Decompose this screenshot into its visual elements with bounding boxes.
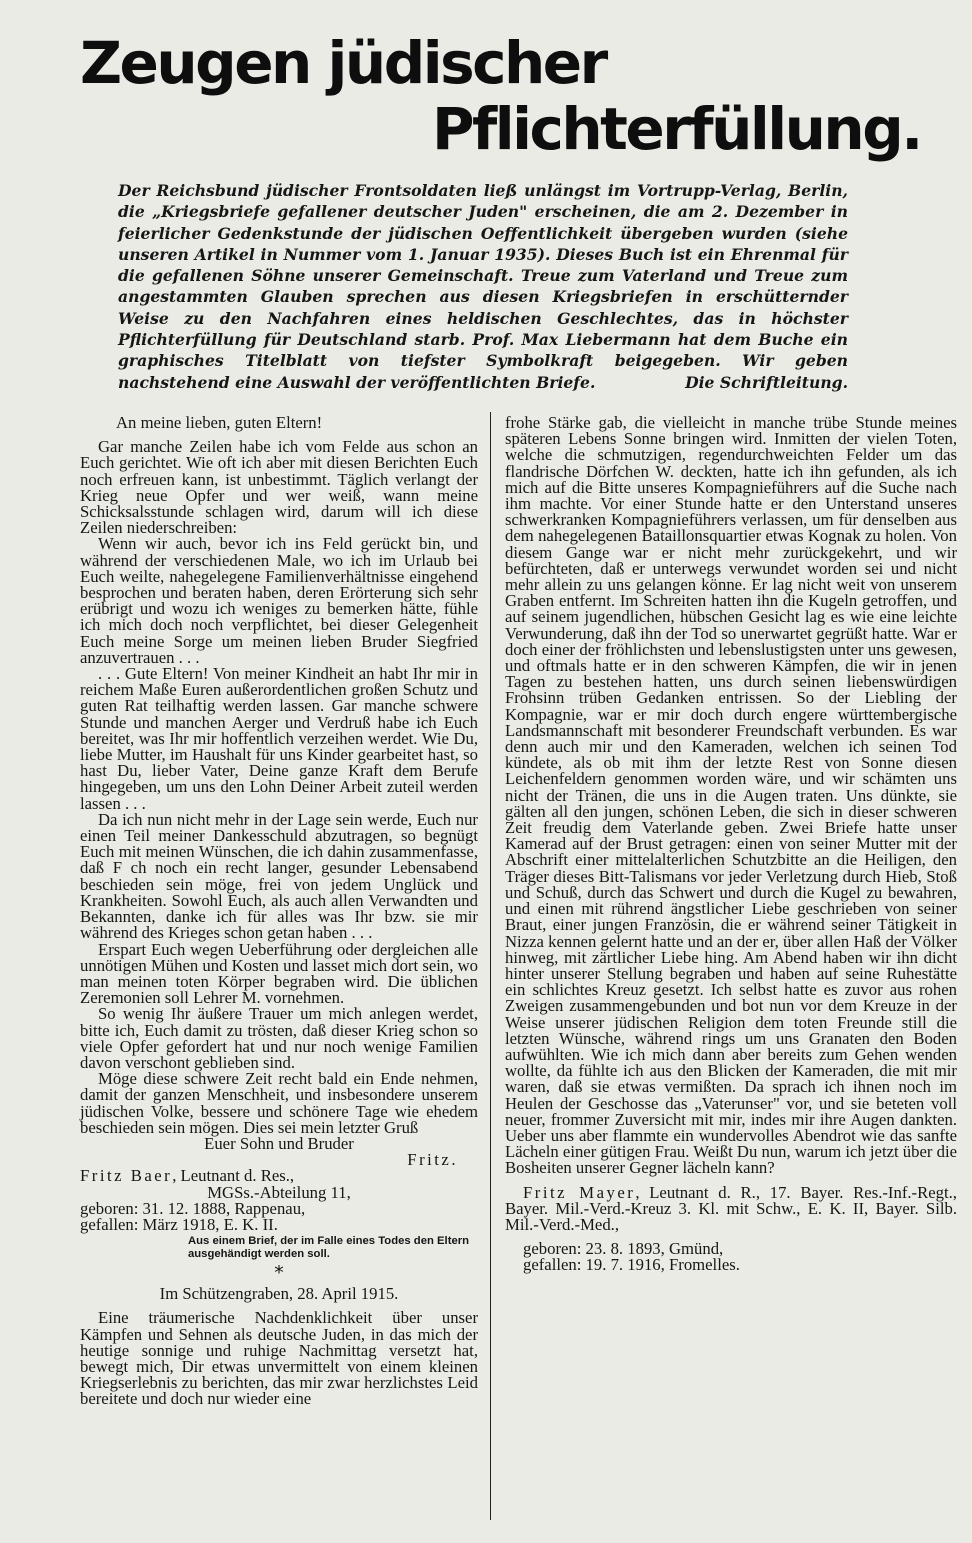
letter1-fallen: gefallen: März 1918, E. K. II. — [80, 1214, 278, 1234]
letter1-paragraph: Gar manche Zeilen habe ich vom Felde aus schon an Euch gerichtet. Wie oft ich aber mit diesen Berichten Euch noch erfreuen kann, ist unbestimmt. Täglich verlangt der Krieg neue Opfer und wer weiß, wann meine Schicksalsstunde schlagen wird, darum will ich diese Zeilen niederschreiben: — [80, 437, 478, 538]
letter1-salutation: An meine lieben, guten Eltern! — [116, 413, 323, 432]
editorial-signature: Die Schriftleitung. — [685, 372, 848, 392]
letter1-author-rank: , Leutnant d. Res., — [172, 1166, 295, 1186]
letter1-closing: Euer Sohn und Bruder — [204, 1133, 354, 1153]
right-column — [505, 415, 957, 1274]
column-divider — [490, 412, 491, 1520]
letter1-paragraph: Möge diese schwere Zeit recht bald ein Ende nehmen, damit der ganzen Menschheit, und insbesondere unserem jüdischen Volke, bessere und schönere Tage wie ehedem beschieden sein mögen. Dies sei mein letzter Gruß — [80, 1069, 478, 1137]
letter2-author-name: Fritz Mayer — [523, 1182, 636, 1202]
letter2-born: geboren: 23. 8. 1893, Gmünd, — [523, 1239, 724, 1259]
headline-line-2: Pflichterfüllung. — [432, 95, 921, 163]
letter1-signature: Fritz. — [407, 1150, 458, 1170]
editorial-intro — [118, 180, 848, 393]
section-separator: * — [274, 1262, 284, 1285]
letter1-unit: MGSs.-Abteilung 11, — [207, 1182, 351, 1202]
left-column — [80, 415, 478, 1408]
letter2-text-continued: frohe Stärke gab, die vielleicht in manche trübe Stunde meines späteren Lebens Sonne bringen wird. Inmitten der vielen Toten, welche die schmutzigen, regendurchweichten Felder um das flandrische Dörfchen W. deckten, hatte ich ihn gefunden, als ich mich auf die Bitte unseres Kompagnieführers auf die Suche nach ihm machte. Vor einer Stunde hatte er den Unterstand unseres schwerkranken Kompagnieführers verlassen, um für denselben aus dem nahegelegenen Bataillonsquartier etwas Kognak zu holen. Von diesem Gange war er nicht mehr zurückgekehrt, und wir befürchteten, daß er unterwegs verwundet worden sei und nicht mehr allein zu uns gelangen könne. Er lag nicht weit von unserem Graben entfernt. Im Schreiten hatten ihn die Kugeln getroffen, und auf seinem jugendlichen, hübschen Gesicht lag es wie eine leichte Verwunderung, daß ihn der Tod so unerwartet gegrüßt hatte. War er doch einer der fröhlichsten und lebenslustigsten unter uns gewesen, und oftmals hatte er in den schweren Kämpfen, die wir in jenen Tagen zu bestehen hatten, uns durch seinen liebenswürdigen Frohsinn trüben Gedanken entrissen. So der Liebling der Kompagnie, war er mir doch durch engere württembergische Landsmannschaft mit besonderer Freundschaft verbunden. Es war denn auch mir und den Kameraden, welchen ich seinen Tod kündete, als ob mit ihm der letzte Rest von Sonne diesen Leichenfeldern genommen worden wäre, und wir schämten uns nicht der Tränen, die uns in die Augen traten. Uns dünkte, sie gälten all den jungen, schönen Leben, die sich in dieser schweren Zeit freudig dem Vaterlande geben. Zwei Briefe hatte unser Kamerad auf der Brust getragen: einen von seiner Mutter mit der Abschrift einer mittelalterlichen Schutzbitte an die Heiligen, den Träger dieses Bitt-Talismans vor jeder Verletzung durch Hieb, Stoß und Schuß, durch das Schwert und durch die Kugel zu bewahren, und einen mit rührend ängstlicher Liebe geschrieben von seiner Braut, einer jungen Französin, die er während seiner Tätigkeit in Nizza kennen gelernt hatte und an der er, über allen Haß der Völker hinweg, mit zärtlicher Liebe hing. Am Abend haben wir ihn dicht hinter unserer Stellung begraben und haben auf seine Ruhestätte ein schlichtes Kreuz gesetzt. Ich selbst hatte es zuvor aus rohen Zweigen zusammengebunden und bot nun vor dem Kreuze in der Weise unserer jüdischen Religion dem toten Freunde still die letzten Wünsche, während rings um uns Granaten den Boden aufwühlten. Wie ich mich dann aber bereits zum Gehen wenden wollte, da fühlte ich aus den Blicken der Kameraden, die mit mir waren, daß sie etwas vermißten. Da sprach ich ihnen noch im Heulen der Geschosse das „Vaterunser" vor, und sie beteten voll neuer, frommer Zuversicht mit mir, indes mir ihre Augen dankten. Ueber uns aber flammte ein wundervolles Abendrot wie das sanfte Lächeln einer gütigen Frau. Weißt Du nun, warum ich jetzt über die Bosheiten unserer Gegner lächeln kann? — [505, 413, 958, 1178]
letter1-paragraph: So wenig Ihr äußere Trauer um mich anlegen werdet, bitte ich, Euch damit zu trösten, daß dieser Krieg schon so viele Opfer gefordert hat und nur noch wenige Familien davon verschont geblieben sind. — [80, 1004, 478, 1072]
letter1-paragraph: . . . Gute Eltern! Von meiner Kindheit an habt Ihr mir in reichem Maße Euren außerordentlichen großen Schutz und guten Rat teilhaftig werden lassen. Gar manche schwere Stunde und manchen Aerger und Verdruß habe ich Euch bereitet, was Ihr mir hoffentlich verzeihen werdet. Wie Du, liebe Mutter, im Haushalt für uns Kinder gearbeitet hast, so hast Du, lieber Vater, Deine ganze Kraft dem Berufe hingegeben, um uns den Lohn Deiner Arbeit zuteil werden lassen . . . — [80, 664, 478, 813]
intro-text: Der Reichsbund jüdischer Frontsoldaten ließ unlängst im Vortrupp-Verlag, Berlin, die „Kriegsbriefe gefallener deutscher Juden" erscheinen, die am 2. Dezember in feierlicher Gedenkstunde der jüdischen Oeffentlichkeit übergeben wurden (siehe unseren Artikel in Nummer vom 1. Januar 1935). Dieses Buch ist ein Ehrenmal für die gefallenen Söhne unserer Gemeinschaft. Treue zum Vaterland und Treue zum angestammten Glauben sprechen aus diesen Kriegsbriefen in erschütternder Weise zu den Nachfahren eines heldischen Geschlechtes, das in höchster Pflichterfüllung für Deutschland starb. Prof. Max Liebermann hat dem Buche ein graphisches Titelblatt von tiefster Symbolkraft beigegeben. Wir geben nachstehend eine Auswahl der veröffentlichten Briefe. — [118, 181, 848, 392]
letter2-author-details: , Leutnant d. R., 17. Bayer. Res.-Inf.-Regt., Bayer. Mil.-Verd.-Kreuz 3. Kl. mit Schw., E. K. II, Bayer. Silb. Mil.-Verd.-Med., — [505, 1182, 957, 1234]
letter1-paragraph: Erspart Euch wegen Ueberführung oder dergleichen alle unnötigen Mühen und Kosten und lasset mich dort sein, wo man meinen toten Körper begraben wird. Die üblichen Zeremonien soll Lehrer M. vornehmen. — [80, 939, 478, 1008]
letter1-paragraph: Da ich nun nicht mehr in der Lage sein werde, Euch nur einen Teil meiner Dankesschuld abzutragen, so begnügt Euch mit meinen Wünschen, die ich dahin zusammenfasse, daß F ch noch ein recht langer, gesunder Lebensabend beschieden sein möge, frei von jedem Unglück und Krankheiten. Sowohl Euch, als auch allen Verwandten und Bekannten, danke ich für alles was Ihr bzw. sie mir während des Krieges schon getan haben . . . — [80, 809, 478, 943]
letter1-source-note: Aus einem Brief, der im Falle eines Todes den Eltern ausgehändigt werden soll. — [188, 1235, 470, 1260]
letter1-paragraph: Wenn wir auch, bevor ich ins Feld gerückt bin, und während der verschiedenen Male, wo ich im Urlaub bei Euch weilte, nahegelegene Familienverhältnisse eingehend besprochen und beraten haben, deren Erörterung sich sehr erübrigt und wozu ich weniges zu bemerken hätte, fühle ich mich doch noch verpflichtet, bei dieser Gelegenheit Euch meine Sorge um meinen lieben Bruder Siegfried anzuvertrauen . . . — [80, 534, 478, 667]
letter2-fallen: gefallen: 19. 7. 1916, Fromelles. — [523, 1255, 740, 1275]
letter1-born: geboren: 31. 12. 1888, Rappenau, — [80, 1198, 306, 1218]
letter2-place-date: Im Schützengraben, 28. April 1915. — [159, 1284, 399, 1304]
letter1-author-name: Fritz Baer — [80, 1166, 173, 1186]
headline-line-1: Zeugen jüdischer — [80, 29, 606, 97]
letter2-text-start: Eine träumerische Nachdenklichkeit über unser Kämpfen und Sehnen als deutsche Juden, in das mich der heutige sonnige und ruhige Nachmittag versetzt hat, bewegt mich, Dir etwas unvermittelt von einem kleinen Kriegserlebnis zu berichten, das mir zwar herzlichstes Leid bereitete und doch nur wieder eine — [80, 1308, 478, 1409]
